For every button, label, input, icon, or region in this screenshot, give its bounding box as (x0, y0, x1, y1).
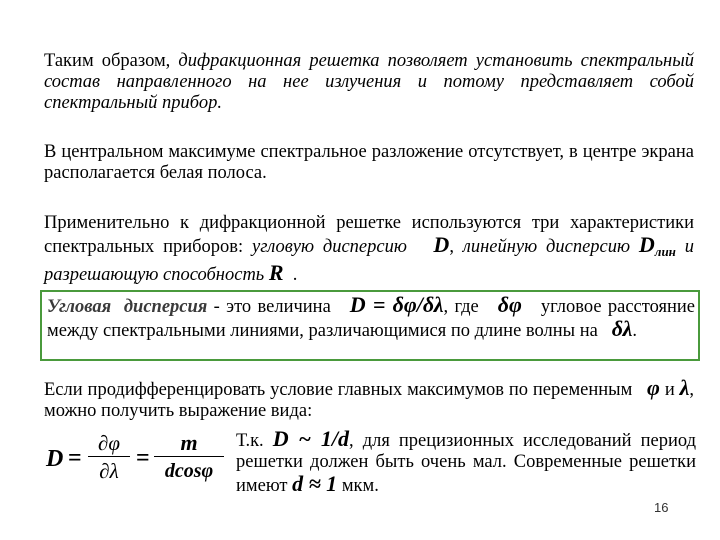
symbol-R: R (268, 260, 284, 285)
fraction-partial (86, 430, 132, 485)
p6-units: мкм. (337, 476, 379, 496)
p4-description: угловое расстояние между спектральными линиями, различающимися по длине волны на (47, 297, 696, 341)
fraction-order-denominator: dcosφ (164, 460, 214, 482)
p2-text: В центральном максимуме спектральное разложение отсутствует, в центре экрана располагается белая полоса. (44, 142, 694, 183)
fraction-order (152, 430, 226, 485)
p3-resolving-power: и разрешающую способность (44, 237, 694, 285)
paragraph-angular-dispersion-definition (47, 294, 695, 342)
paragraph-characteristics (44, 213, 694, 286)
symbol-D: D (433, 232, 450, 257)
p4-where: , где (443, 297, 486, 317)
paragraph-precision (236, 428, 696, 497)
term-dispersion: дисперсия (123, 297, 208, 317)
p3-angular-dispersion: угловую дисперсию (252, 237, 407, 257)
formula-eq2: = (136, 445, 150, 471)
page-number: 16 (654, 500, 669, 515)
paragraph-diffraction-grating (44, 51, 694, 114)
p5-tail: , можно получить выражение вида: (44, 380, 695, 421)
symbol-delta-phi: δφ (497, 292, 522, 317)
fraction-partial-denominator: ∂λ (99, 459, 119, 483)
p4-period: . (632, 321, 637, 341)
formula-eq1: = (68, 445, 82, 471)
symbol-D-lin: D (638, 232, 655, 257)
symbol-phi: φ (647, 375, 660, 400)
p3-lead: Применительно к дифракционной решетке используются три характеристики спектральных приборов: (44, 213, 694, 257)
p6-lead: Т.к. (236, 431, 273, 451)
p6-body: , для прецизионных исследований период решетки должен быть очень мал. Современные решетки имеют (236, 431, 696, 496)
relation-d-approx-1: d ≈ 1 (292, 471, 338, 496)
formula-angular-dispersion: D = δφ/δλ (349, 292, 444, 317)
p3-period: . (292, 265, 298, 285)
fraction-partial-numerator: ∂φ (98, 431, 120, 455)
formula-lhs: D (46, 446, 64, 472)
paragraph-differentiate (44, 377, 694, 422)
p5-lead: Если продифференцировать условие главных максимумов по переменным (44, 380, 638, 400)
symbol-delta-lambda: δλ (611, 316, 633, 341)
p5-and: и (659, 380, 680, 400)
dispersion-formula (46, 430, 226, 490)
p4-is-value: - это величина (207, 297, 338, 317)
paragraph-central-maximum (44, 142, 694, 184)
p1-body: дифракционная решетка позволяет установить спектральный состав направленного на нее излучения и потому представляет собой спектральный прибор. (44, 51, 694, 113)
symbol-lambda: λ (679, 375, 690, 400)
symbol-D-lin-subscript: лин (654, 244, 676, 259)
p1-lead: Таким образом, (44, 51, 179, 71)
term-angular: Угловая (47, 297, 112, 317)
fraction-order-numerator: m (180, 430, 198, 455)
p3-linear-dispersion: линейную дисперсию (462, 237, 631, 257)
relation-D-1-over-d: D ~ 1/d (272, 426, 350, 451)
p3-comma: , (449, 237, 454, 257)
